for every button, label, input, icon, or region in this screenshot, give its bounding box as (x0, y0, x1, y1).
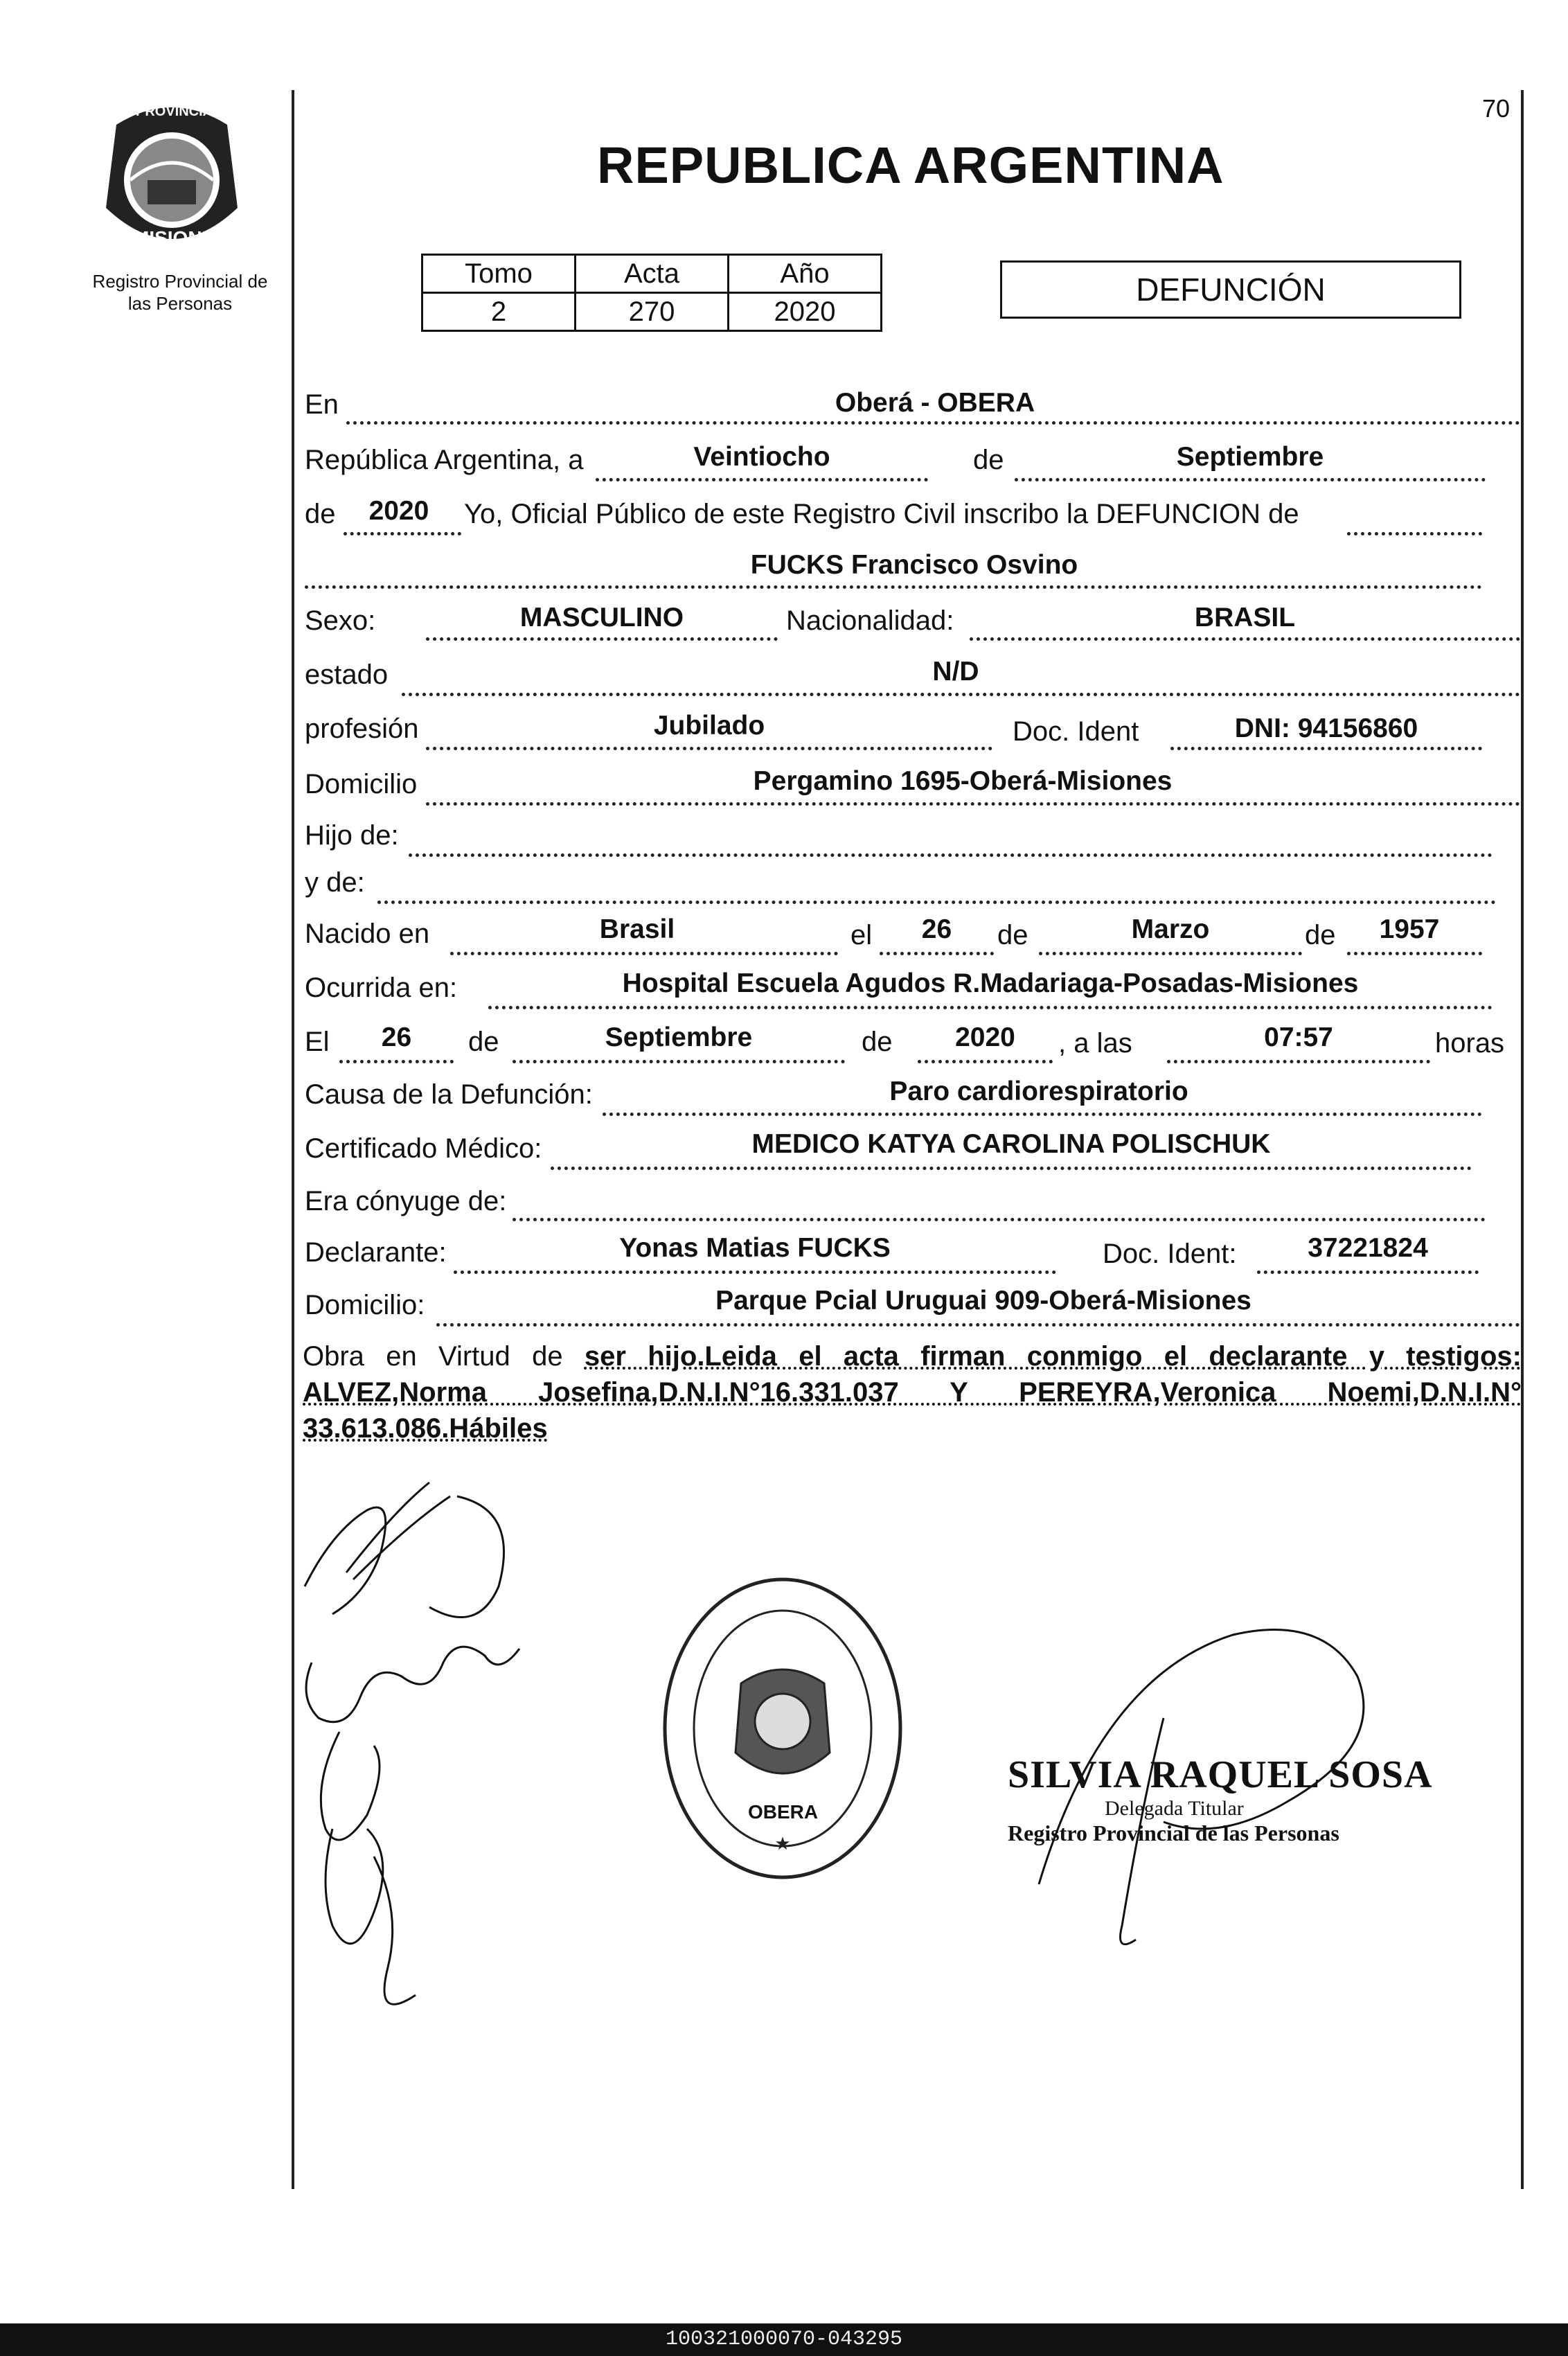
declarant-doc-value: 37221824 (1308, 1233, 1428, 1263)
registry-name (76, 270, 284, 315)
label-el: el (850, 920, 873, 950)
label-hijo-de: Hijo de: (305, 820, 399, 851)
acta-value: 270 (576, 293, 729, 331)
dotted-line (402, 693, 1520, 696)
dni-value: DNI: 94156860 (1234, 714, 1418, 743)
label-doc-ident-2: Doc. Ident: (1103, 1239, 1237, 1269)
label-yo: Yo, Oficial Público de este Registro Civil inscribo la DEFUNCION de (464, 499, 1299, 529)
label-de-birth-1: de (997, 920, 1028, 950)
label-domicilio-2: Domicilio: (305, 1290, 425, 1320)
occurred-at-value: Hospital Escuela Agudos R.Madariaga-Posadas-Misiones (622, 968, 1359, 998)
dotted-line (513, 1060, 845, 1063)
dotted-line (551, 1167, 1472, 1170)
registrar-name: SILVIA RAQUEL SOSA (1008, 1753, 1433, 1796)
address-value: Pergamino 1695-Oberá-Misiones (753, 766, 1173, 796)
dotted-line (426, 747, 992, 750)
dotted-line (339, 1060, 454, 1063)
label-republica: República Argentina, a (305, 445, 584, 475)
death-year-value: 2020 (955, 1022, 1015, 1052)
dotted-line (305, 585, 1482, 589)
nationality-value: BRASIL (1194, 603, 1296, 632)
dotted-line (1347, 952, 1482, 955)
ano-header: Año (729, 255, 882, 293)
label-domicilio: Domicilio (305, 769, 418, 799)
obra-text: ser hijo.Leida el acta firman conmigo el declarante y testigos: ALVEZ,Norma Josefina,D.N.I.N°16.331.037 Y PEREYRA,Veronica Noemi,D.N.I.N° 33.613.086.Hábiles (303, 1341, 1522, 1444)
doc-type-box: DEFUNCIÓN (1000, 260, 1461, 319)
dotted-line (513, 1218, 1486, 1221)
label-ocurrida: Ocurrida en: (305, 973, 458, 1003)
dotted-line (603, 1113, 1482, 1116)
dotted-line (1039, 952, 1302, 955)
label-nacionalidad: Nacionalidad: (786, 605, 954, 636)
label-doc-ident: Doc. Ident (1013, 716, 1139, 747)
tomo-value: 2 (422, 293, 576, 331)
dotted-line (450, 952, 838, 955)
logo-top-text: PROVINCIA DE (136, 104, 235, 119)
dotted-line (1257, 1270, 1479, 1274)
label-conyuge: Era cónyuge de: (305, 1186, 507, 1216)
registry-name-line1: Registro Provincial de (92, 271, 268, 292)
dotted-line (1015, 478, 1486, 481)
dotted-line (344, 532, 461, 535)
label-de-death-2: de (862, 1027, 893, 1057)
dotted-line (409, 853, 1493, 857)
label-el-2: El (305, 1027, 330, 1057)
birth-place-value: Brasil (599, 914, 675, 944)
label-declarante: Declarante: (305, 1237, 447, 1268)
tomo-header: Tomo (422, 255, 576, 293)
signature-block (1008, 1753, 1493, 1846)
page-title: REPUBLICA ARGENTINA (597, 136, 1224, 194)
label-horas: horas (1435, 1028, 1505, 1059)
birth-day-value: 26 (921, 914, 952, 944)
label-certificado: Certificado Médico: (305, 1133, 542, 1164)
dotted-line (436, 1323, 1520, 1327)
label-a-las: , a las (1058, 1028, 1132, 1059)
sex-value: MASCULINO (519, 603, 684, 632)
svg-text:★: ★ (774, 1834, 791, 1854)
dotted-line (970, 637, 1520, 641)
dotted-line (918, 1060, 1053, 1063)
footer-code: 100321000070-043295 (0, 2323, 1568, 2356)
civil-status-value: N/D (932, 657, 979, 687)
place-value: Oberá - OBERA (835, 388, 1035, 418)
death-time-value: 07:57 (1264, 1022, 1333, 1052)
obra-prefix: Obra en Virtud de (303, 1341, 563, 1372)
birth-month-value: Marzo (1131, 914, 1210, 944)
obra-paragraph (303, 1338, 1522, 1446)
dotted-line (1167, 1060, 1430, 1063)
registrar-office: Registro Provincial de las Personas (1008, 1821, 1339, 1845)
dotted-line (596, 478, 928, 481)
label-profesion: profesión (305, 714, 419, 744)
dotted-line (880, 952, 994, 955)
dotted-line (454, 1270, 1056, 1274)
official-seal (658, 1573, 907, 1884)
label-de-death-1: de (468, 1027, 499, 1057)
deceased-name-value: FUCKS Francisco Osvino (750, 550, 1078, 580)
ano-value: 2020 (729, 293, 882, 331)
declarant-value: Yonas Matias FUCKS (619, 1233, 891, 1263)
registry-name-line2: las Personas (127, 293, 233, 314)
profession-value: Jubilado (653, 711, 765, 741)
logo-bottom-text: MISIONES (133, 227, 228, 249)
acta-header: Acta (576, 255, 729, 293)
label-nacido-en: Nacido en (305, 919, 430, 949)
dotted-line (346, 421, 1520, 425)
label-de2: de (305, 499, 336, 529)
medical-certificate-value: MEDICO KATYA CAROLINA POLISCHUK (751, 1129, 1271, 1159)
label-sexo: Sexo: (305, 605, 376, 636)
label-de-birth-2: de (1305, 920, 1336, 950)
birth-year-value: 1957 (1379, 914, 1440, 944)
page-number: 70 (1482, 94, 1511, 123)
label-en: En (305, 389, 339, 420)
day-words-value: Veintiocho (693, 442, 830, 472)
label-estado: estado (305, 659, 389, 690)
year-value: 2020 (368, 496, 429, 526)
seal-city: OBERA (748, 1801, 819, 1823)
reference-table (421, 254, 882, 332)
dotted-line (488, 1006, 1493, 1009)
registrar-role: Delegada Titular (1105, 1797, 1244, 1820)
dotted-line (426, 802, 1520, 806)
dotted-line (426, 637, 778, 641)
declarant-address-value: Parque Pcial Uruguai 909-Oberá-Misiones (715, 1286, 1251, 1316)
death-day-value: 26 (381, 1022, 412, 1052)
witness-signatures (291, 1469, 568, 2037)
death-month-value: Septiembre (605, 1022, 753, 1052)
dotted-line (377, 901, 1496, 904)
cause-value: Paro cardiorespiratorio (889, 1077, 1188, 1106)
label-causa: Causa de la Defunción: (305, 1079, 593, 1110)
label-y-de: y de: (305, 867, 365, 898)
label-de: de (973, 445, 1004, 475)
provincial-logo (89, 97, 255, 263)
dotted-line (1347, 532, 1482, 535)
dotted-line (1170, 747, 1482, 750)
month-value: Septiembre (1176, 442, 1324, 472)
right-margin-line (1521, 90, 1524, 2189)
